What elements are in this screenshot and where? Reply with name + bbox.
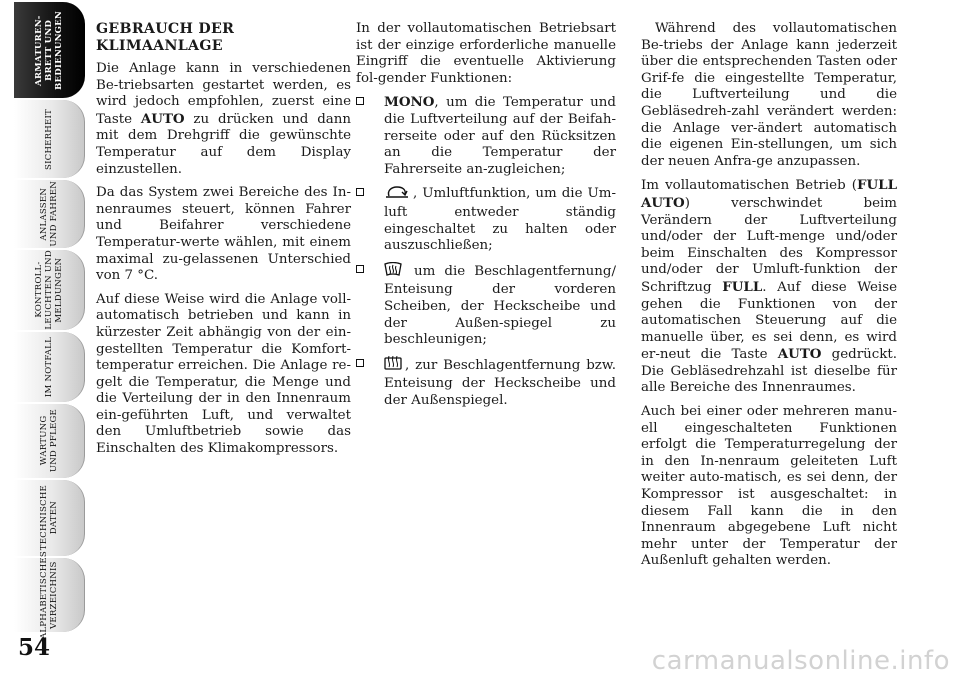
rear-window-defrost-icon	[384, 356, 402, 377]
text: gedrückt. Die Gebläsedrehzahl ist dieselbe für alle Bereiche des Innenraumes.	[641, 347, 897, 396]
list-item	[356, 262, 616, 349]
list-item	[356, 185, 616, 254]
tab-label: ANLASSEN UND FAHREN	[39, 181, 59, 247]
page-number: 54	[18, 634, 51, 661]
paragraph	[96, 61, 351, 178]
tab-armaturenbrett[interactable]	[14, 2, 85, 98]
text: . Auf diese Weise gehen die Funktionen von der automatischen Steuerung auf die manuelle über, es sei denn, es wird er-neut die Taste	[641, 279, 897, 363]
list-item	[356, 356, 616, 410]
auto-key-label: AUTO	[140, 110, 185, 127]
text: Die Anlage kann in verschiedenen Be-triebsarten gestartet werden, es wird jedoch empfohlen, zuerst eine Taste	[96, 61, 351, 127]
text: , um die Temperatur und die Luftverteilung auf der Beifah-rerseite oder auf den Rücksitzen an die Temperatur der Fahrerseite an-zugleichen;	[384, 95, 616, 177]
tab-label: ALPHABETISCHES VERZEICHNIS	[39, 550, 59, 640]
paragraph: Auf diese Weise wird die Anlage voll-automatisch betrieben und kann in kürzester Zeit abhängig von der ein-gestellten Temperatur die Komfort-temperatur erreichen. Die Anlage re-gelt die Temperatur, die Menge und die Verteilung der in den Innenraum ein-geführten Luft, und verwaltet den Umluftbetrieb sowie das Einschalten des Klimakompressors.	[96, 291, 351, 457]
paragraph: In der vollautomatischen Betriebsart ist der einzige erforderliche manuelle Eingriff die eventuelle Aktivierung fol-gender Funktionen:	[356, 21, 616, 86]
tab-label: SICHERHEIT	[44, 108, 54, 170]
tab-label: KONTROLL- LEUCHTEN UND MELDUNGEN	[34, 250, 64, 330]
text: um die Beschlagentfernung/ Enteisung der vorderen Scheiben, der Heckscheibe und der Außen-spiegel zu beschleunigen;	[384, 263, 616, 348]
text: , Umluftfunktion, um die Um-luft entweder ständig eingeschaltet zu halten oder auszuschließen;	[384, 186, 616, 254]
tab-label: ARMATUREN- BRETT UND BEDIENUNGEN	[34, 10, 64, 90]
tab-label: TECHNISCHE DATEN	[39, 485, 59, 551]
column-3	[641, 21, 897, 577]
tab-label: WARTUNG UND PFLEGE	[39, 409, 59, 473]
column-1	[96, 21, 351, 465]
full-label: FULL	[722, 278, 763, 295]
tab-kontrollleuchten[interactable]	[14, 250, 85, 330]
text: Im vollautomatischen Betrieb (	[641, 178, 857, 194]
text: ) verschwindet beim Verändern der Luftverteilung und/oder der Luft-menge und/oder beim Einschalten des Kompressor und/oder der Umluft-funktion der Schriftzug	[641, 195, 897, 295]
paragraph	[641, 177, 897, 397]
recirculation-icon	[384, 185, 410, 205]
section-heading: GEBRAUCH DER KLIMAANLAGE	[96, 21, 235, 54]
bullet-box-icon	[356, 265, 364, 273]
watermark: carmanualsonline.info	[651, 646, 950, 676]
paragraph: Auch bei einer oder mehreren manu-ell eingeschalteten Funktionen erfolgt die Temperaturregelung der in den In-nenraum geleiteten Luft weiter auto-matisch, es sei denn, der Kompressor ist ausgeschaltet: in diesem Fall kann die in den Innenraum abgegebene Luft nicht mehr unter der Temperatur der Außenluft gehalten werden.	[641, 404, 897, 569]
tab-technische-daten[interactable]	[14, 480, 85, 556]
text: , zur Beschlagentfernung bzw. Enteisung der Heckscheibe und der Außenspiegel.	[384, 357, 616, 408]
mono-key-label: MONO	[384, 94, 435, 111]
tab-wartung-und-pflege[interactable]	[14, 404, 85, 478]
tab-alphabetisches-verzeichnis[interactable]	[14, 550, 85, 640]
bullet-box-icon	[356, 188, 364, 196]
windscreen-defrost-icon	[384, 262, 402, 283]
tab-sicherheit[interactable]	[14, 100, 85, 178]
column-2	[356, 21, 616, 416]
text: zu drücken und dann mit dem Drehgriff die gewünschte Temperatur auf dem Display einzustellen.	[96, 111, 351, 177]
full-auto-label: FULL AUTO	[641, 177, 897, 211]
paragraph: Während des vollautomatischen Be-triebs der Anlage kann jederzeit über die entsprechenden Tasten oder Grif-fe die eingestellte Temperatur, die Luftverteilung und die Gebläsedreh-zahl verändert werden: die Anlage ver-ändert automatisch die eigenen Ein-stellungen, um sich der neuen Anfra-ge anzupassen.	[641, 21, 897, 169]
list-item	[356, 94, 616, 178]
bullet-box-icon	[356, 359, 364, 367]
tab-im-notfall[interactable]	[14, 332, 85, 402]
tab-label: IM NOTFALL	[44, 336, 54, 398]
auto-key-label: AUTO	[777, 346, 822, 363]
chapter-tabs	[0, 0, 88, 677]
bullet-box-icon	[356, 97, 364, 105]
tab-anlassen-und-fahren[interactable]	[14, 180, 85, 248]
paragraph: Da das System zwei Bereiche des In-nenraumes steuert, können Fahrer und Beifahrer verschiedene Temperatur-werte wählen, mit einem maximal zu-gelassenen Unterschied von 7 °C.	[96, 185, 351, 284]
